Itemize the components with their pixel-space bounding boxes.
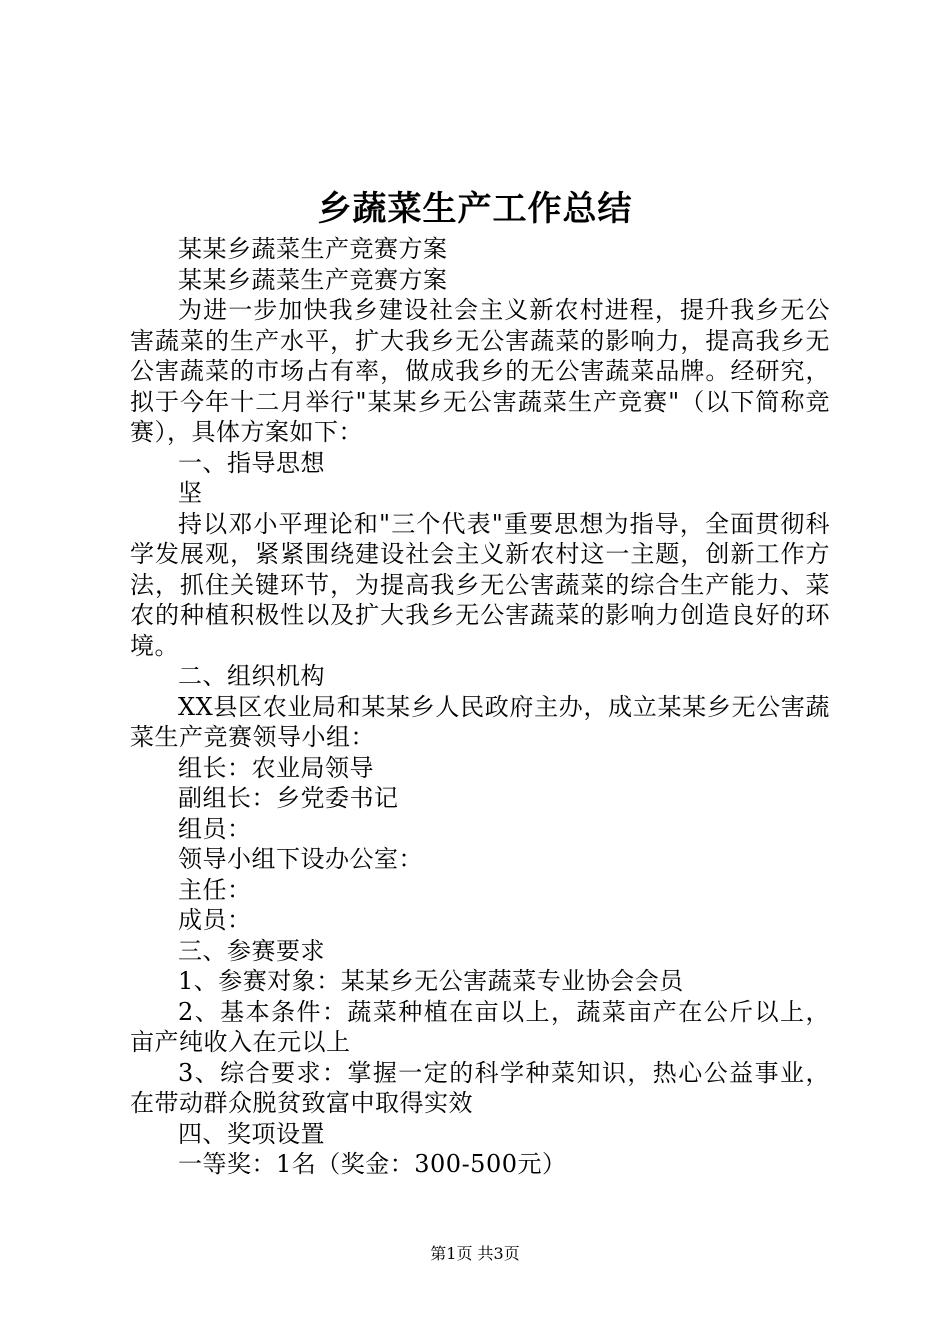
paragraph: 主任： <box>178 875 252 904</box>
paragraph: 坚 <box>178 479 203 507</box>
section-heading: 三、参赛要求 <box>178 936 325 965</box>
paragraph: 3、综合要求：掌握一定的科学种菜知识，热心公益事业，在带动群众脱贫致富中取得实效 <box>130 1058 830 1117</box>
paragraph: 2、基本条件：蔬菜种植在亩以上，蔬菜亩产在公斤以上，亩产纯收入在元以上 <box>130 997 830 1056</box>
paragraph: 组长：农业局领导 <box>178 753 374 782</box>
paragraph: 某某乡蔬菜生产竞赛方案 <box>178 265 448 294</box>
paragraph: 为进一步加快我乡建设社会主义新农村进程，提升我乡无公害蔬菜的生产水平，扩大我乡无公害蔬菜的影响力，提高我乡无公害蔬菜的市场占有率，做成我乡的无公害蔬菜品牌。经研究，拟于今年十二月举行"某某乡无公害蔬菜生产竞赛"（以下简称竞赛），具体方案如下： <box>130 296 830 446</box>
section-heading: 四、奖项设置 <box>178 1119 325 1148</box>
section-heading: 一、指导思想 <box>178 448 325 477</box>
section-heading: 二、组织机构 <box>178 662 325 690</box>
paragraph: 持以邓小平理论和"三个代表"重要思想为指导，全面贯彻科学发展观，紧紧围绕建设社会主义新农村这一主题，创新工作方法，抓住关键环节，为提高我乡无公害蔬菜的综合生产能力、菜农的种植积极性以及扩大我乡无公害蔬菜的影响力创造良好的环境。 <box>130 509 830 660</box>
document-title: 乡蔬菜生产工作总结 <box>317 189 633 229</box>
paragraph: 1、参赛对象：某某乡无公害蔬菜专业协会会员 <box>178 967 684 995</box>
paragraph: 一等奖：1名（奖金：300-500元） <box>178 1150 567 1178</box>
paragraph: 组员： <box>178 814 252 843</box>
document-body <box>130 234 830 1180</box>
paragraph: XX县区农业局和某某乡人民政府主办，成立某某乡无公害蔬菜生产竞赛领导小组： <box>130 692 830 751</box>
paragraph: 某某乡蔬菜生产竞赛方案 <box>178 235 448 263</box>
page-footer: 第1页 共3页 <box>430 1244 520 1263</box>
paragraph: 副组长：乡党委书记 <box>178 784 399 812</box>
paragraph: 成员： <box>178 906 252 934</box>
paragraph: 领导小组下设办公室： <box>178 845 423 873</box>
